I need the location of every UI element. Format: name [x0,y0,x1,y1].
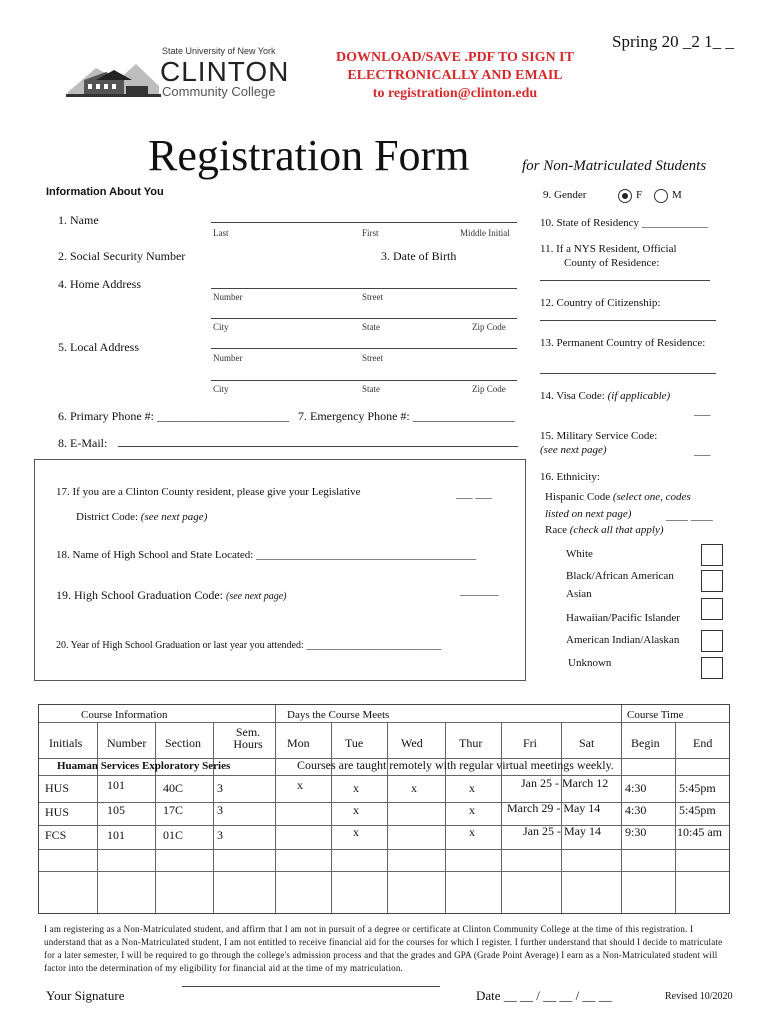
hispanic-field[interactable]: ____ ____ [666,510,713,522]
header-fri: Fri [523,736,538,750]
gender-female-radio[interactable] [618,189,632,203]
local-city-field[interactable] [211,380,517,381]
logo-sub-text: Community College [162,84,276,99]
row3-begin[interactable]: 9:30 [625,825,647,839]
race-asian-label: Asian [566,588,592,600]
download-line-3: to registration@clinton.edu [372,86,538,101]
residency-field[interactable]: 10. State of Residency ____________ [540,217,708,229]
q18-field[interactable]: 18. Name of High School and State Located: ________________________________________ [56,549,477,561]
group-course-info: Course Information [81,709,168,721]
row2-section[interactable]: 17C [163,803,184,817]
gender-male-radio[interactable] [654,189,668,203]
building-icon [66,54,161,104]
local-street-field[interactable] [211,348,517,349]
affirmation-statement: I am registering as a Non-Matriculated student, and affirm that I am not in pursuit of a degree or certificate at Clinton Community College at the time of this registration. I understand that as a Non-Matriculated student, I am not entitled to receive financial aid for the courses for which I register. I further understand that should I decide to matriculate for a later semester, I will be required to go through the college's admission process and that the grades and GPA (Grade Point Average) I earn as a Non-Matriculated student will factor into the determination of my eligibility for financial aid at the time of my matriculation. [44,924,723,973]
name-sub-first: First [362,228,379,238]
signature-label: Your Signature [46,988,125,1003]
local-sub-zip: Zip Code [472,384,506,394]
home-address-label: 4. Home Address [58,277,141,291]
ethnicity-label: 16. Ethnicity: [540,471,600,483]
military-label: 15. Military Service Code: [540,430,658,442]
header-wed: Wed [401,736,423,750]
q17-blank[interactable]: ___ ___ [456,488,492,500]
header-section: Section [165,736,201,750]
local-sub-number: Number [213,353,243,363]
race-hawaiian-label: Hawaiian/Pacific Islander [566,612,680,624]
race-black-checkbox[interactable] [701,570,723,592]
race-white-label: White [566,548,593,560]
home-street-field[interactable] [211,288,517,289]
virtual-note: Courses are taught remotely with regular virtual meetings weekly. [297,758,614,772]
header-sat: Sat [579,736,595,750]
home-sub-number: Number [213,292,243,302]
race-unknown-label: Unknown [568,657,612,669]
email-field[interactable] [118,446,518,447]
name-sub-last: Last [213,228,229,238]
row1-mon[interactable]: x [297,778,303,792]
header-mon: Mon [287,736,310,750]
row3-end[interactable]: 10:45 am [677,825,722,839]
section-title: Information About You [46,186,164,198]
download-notice [300,50,610,102]
header-thur: Thur [459,736,483,750]
logo-top-text: State University of New York [162,46,276,56]
name-field[interactable] [211,222,517,223]
military-note: (see next page) [540,444,607,456]
row1-initials[interactable]: HUS [45,781,70,795]
dob-label: 3. Date of Birth [381,249,457,263]
nys-resident-label: 11. If a NYS Resident, Official [540,243,677,255]
logo-main-text: CLINTON [160,56,290,87]
header-end: End [693,736,713,750]
row3-initials[interactable]: FCS [45,828,67,842]
gender-female-label: F [636,189,643,201]
citizenship-label: 12. Country of Citizenship: [540,297,661,309]
q17-district-label [76,511,207,523]
row3-section[interactable]: 01C [163,828,184,842]
group-time: Course Time [627,709,684,721]
q19-text: 19. High School Graduation Code: [56,588,223,602]
local-address-label: 5. Local Address [58,340,139,354]
row1-thur[interactable]: x [469,781,475,795]
page-title: Registration Form [148,131,470,180]
row2-thur[interactable]: x [469,803,475,817]
q17-district-note: (see next page) [140,511,208,523]
download-line-1: DOWNLOAD/SAVE .PDF TO SIGN IT [336,50,574,65]
row2-hours[interactable]: 3 [217,803,223,817]
hispanic-note: (select one, codes [612,491,691,503]
local-sub-city: City [213,384,229,394]
header-tue: Tue [345,736,364,750]
row3-hours[interactable]: 3 [217,828,223,842]
race-unknown-checkbox[interactable] [701,657,723,679]
ssn-label: 2. Social Security Number [58,249,186,263]
row3-number[interactable]: 101 [107,828,125,842]
row2-dates[interactable]: March 29 - May 14 [507,801,601,815]
nys-county-field[interactable] [540,280,710,281]
home-sub-street: Street [362,292,383,302]
date-field[interactable]: Date __ __ / __ __ / __ __ [476,988,612,1003]
name-sub-middle: Middle Initial [460,228,510,238]
race-note: (check all that apply) [569,524,664,536]
row1-section[interactable]: 40C [163,781,184,795]
race-label [545,524,664,536]
race-native-label: American Indian/Alaskan [566,634,680,646]
series-title: Huaman Services Exploratory Series [57,760,231,772]
nys-county-label: County of Residence: [564,257,660,269]
row1-begin[interactable]: 4:30 [625,781,647,795]
home-sub-zip: Zip Code [472,322,506,332]
home-sub-city: City [213,322,229,332]
race-label-text: Race [545,524,567,536]
row2-number[interactable]: 105 [107,803,125,817]
visa-note: (if applicable) [607,390,671,402]
hispanic-note-2: listed on next page) [545,508,632,520]
primary-phone-field[interactable]: 6. Primary Phone #: ______________________ [58,409,289,423]
local-sub-street: Street [362,353,383,363]
gender-male-label: M [672,189,682,201]
race-white-checkbox[interactable] [701,544,723,566]
row1-end[interactable]: 5:45pm [679,781,716,795]
row3-thur[interactable]: x [469,825,475,839]
course-table [38,704,730,914]
race-native-checkbox[interactable] [701,630,723,652]
signature-field[interactable] [182,986,440,987]
citizenship-field[interactable] [540,320,716,321]
term-label: Spring 20 _2 1_ _ [612,32,734,51]
row2-initials[interactable]: HUS [45,805,70,819]
header-number: Number [107,736,147,750]
download-line-2: ELECTRONICALLY AND EMAIL [347,68,563,83]
gender-label: 9. Gender [543,189,587,201]
visa-label-text: 14. Visa Code: [540,390,605,402]
name-label: 1. Name [58,213,99,227]
race-asian-checkbox[interactable] [701,598,723,620]
local-sub-state: State [362,384,380,394]
row1-tue[interactable]: x [353,781,359,795]
visa-label [540,390,670,402]
row2-begin[interactable]: 4:30 [625,803,647,817]
race-black-label: Black/African American [566,570,674,582]
header-hours: Sem. Hours [233,725,263,751]
q19-note: (see next page) [225,591,287,602]
q17-district-text: District Code: [76,511,139,523]
q20-field[interactable]: 20. Year of High School Graduation or last year you attended: ___________________________ [56,640,442,651]
revised-label: Revised 10/2020 [665,991,733,1002]
hispanic-label [545,491,691,503]
home-city-field[interactable] [211,318,517,319]
emergency-phone-field[interactable]: 7. Emergency Phone #: _________________ [298,409,515,423]
permanent-residence-field[interactable] [540,373,716,374]
q17-label: 17. If you are a Clinton County resident, please give your Legislative [56,486,361,498]
visa-field[interactable]: ___ [694,405,711,417]
group-days: Days the Course Meets [287,709,390,721]
permanent-residence-label: 13. Permanent Country of Residence: [540,337,706,349]
row1-number[interactable]: 101 [107,778,125,792]
row1-wed[interactable]: x [411,781,417,795]
q19-label [56,588,287,603]
row1-hours[interactable]: 3 [217,781,223,795]
row2-tue[interactable]: x [353,803,359,817]
hispanic-label-text: Hispanic Code [545,491,611,503]
row3-tue[interactable]: x [353,825,359,839]
page-subtitle: for Non-Matriculated Students [522,158,707,174]
header-begin: Begin [631,736,660,750]
header-initials: Initials [49,736,83,750]
row1-dates[interactable]: Jan 25 - March 12 [521,776,609,790]
military-field[interactable]: ___ [694,445,711,457]
row2-end[interactable]: 5:45pm [679,803,716,817]
home-sub-state: State [362,322,380,332]
logo [66,46,296,106]
q19-blank[interactable]: _______ [460,585,499,597]
email-label: 8. E-Mail: [58,436,108,450]
row3-dates[interactable]: Jan 25 - May 14 [523,824,601,838]
